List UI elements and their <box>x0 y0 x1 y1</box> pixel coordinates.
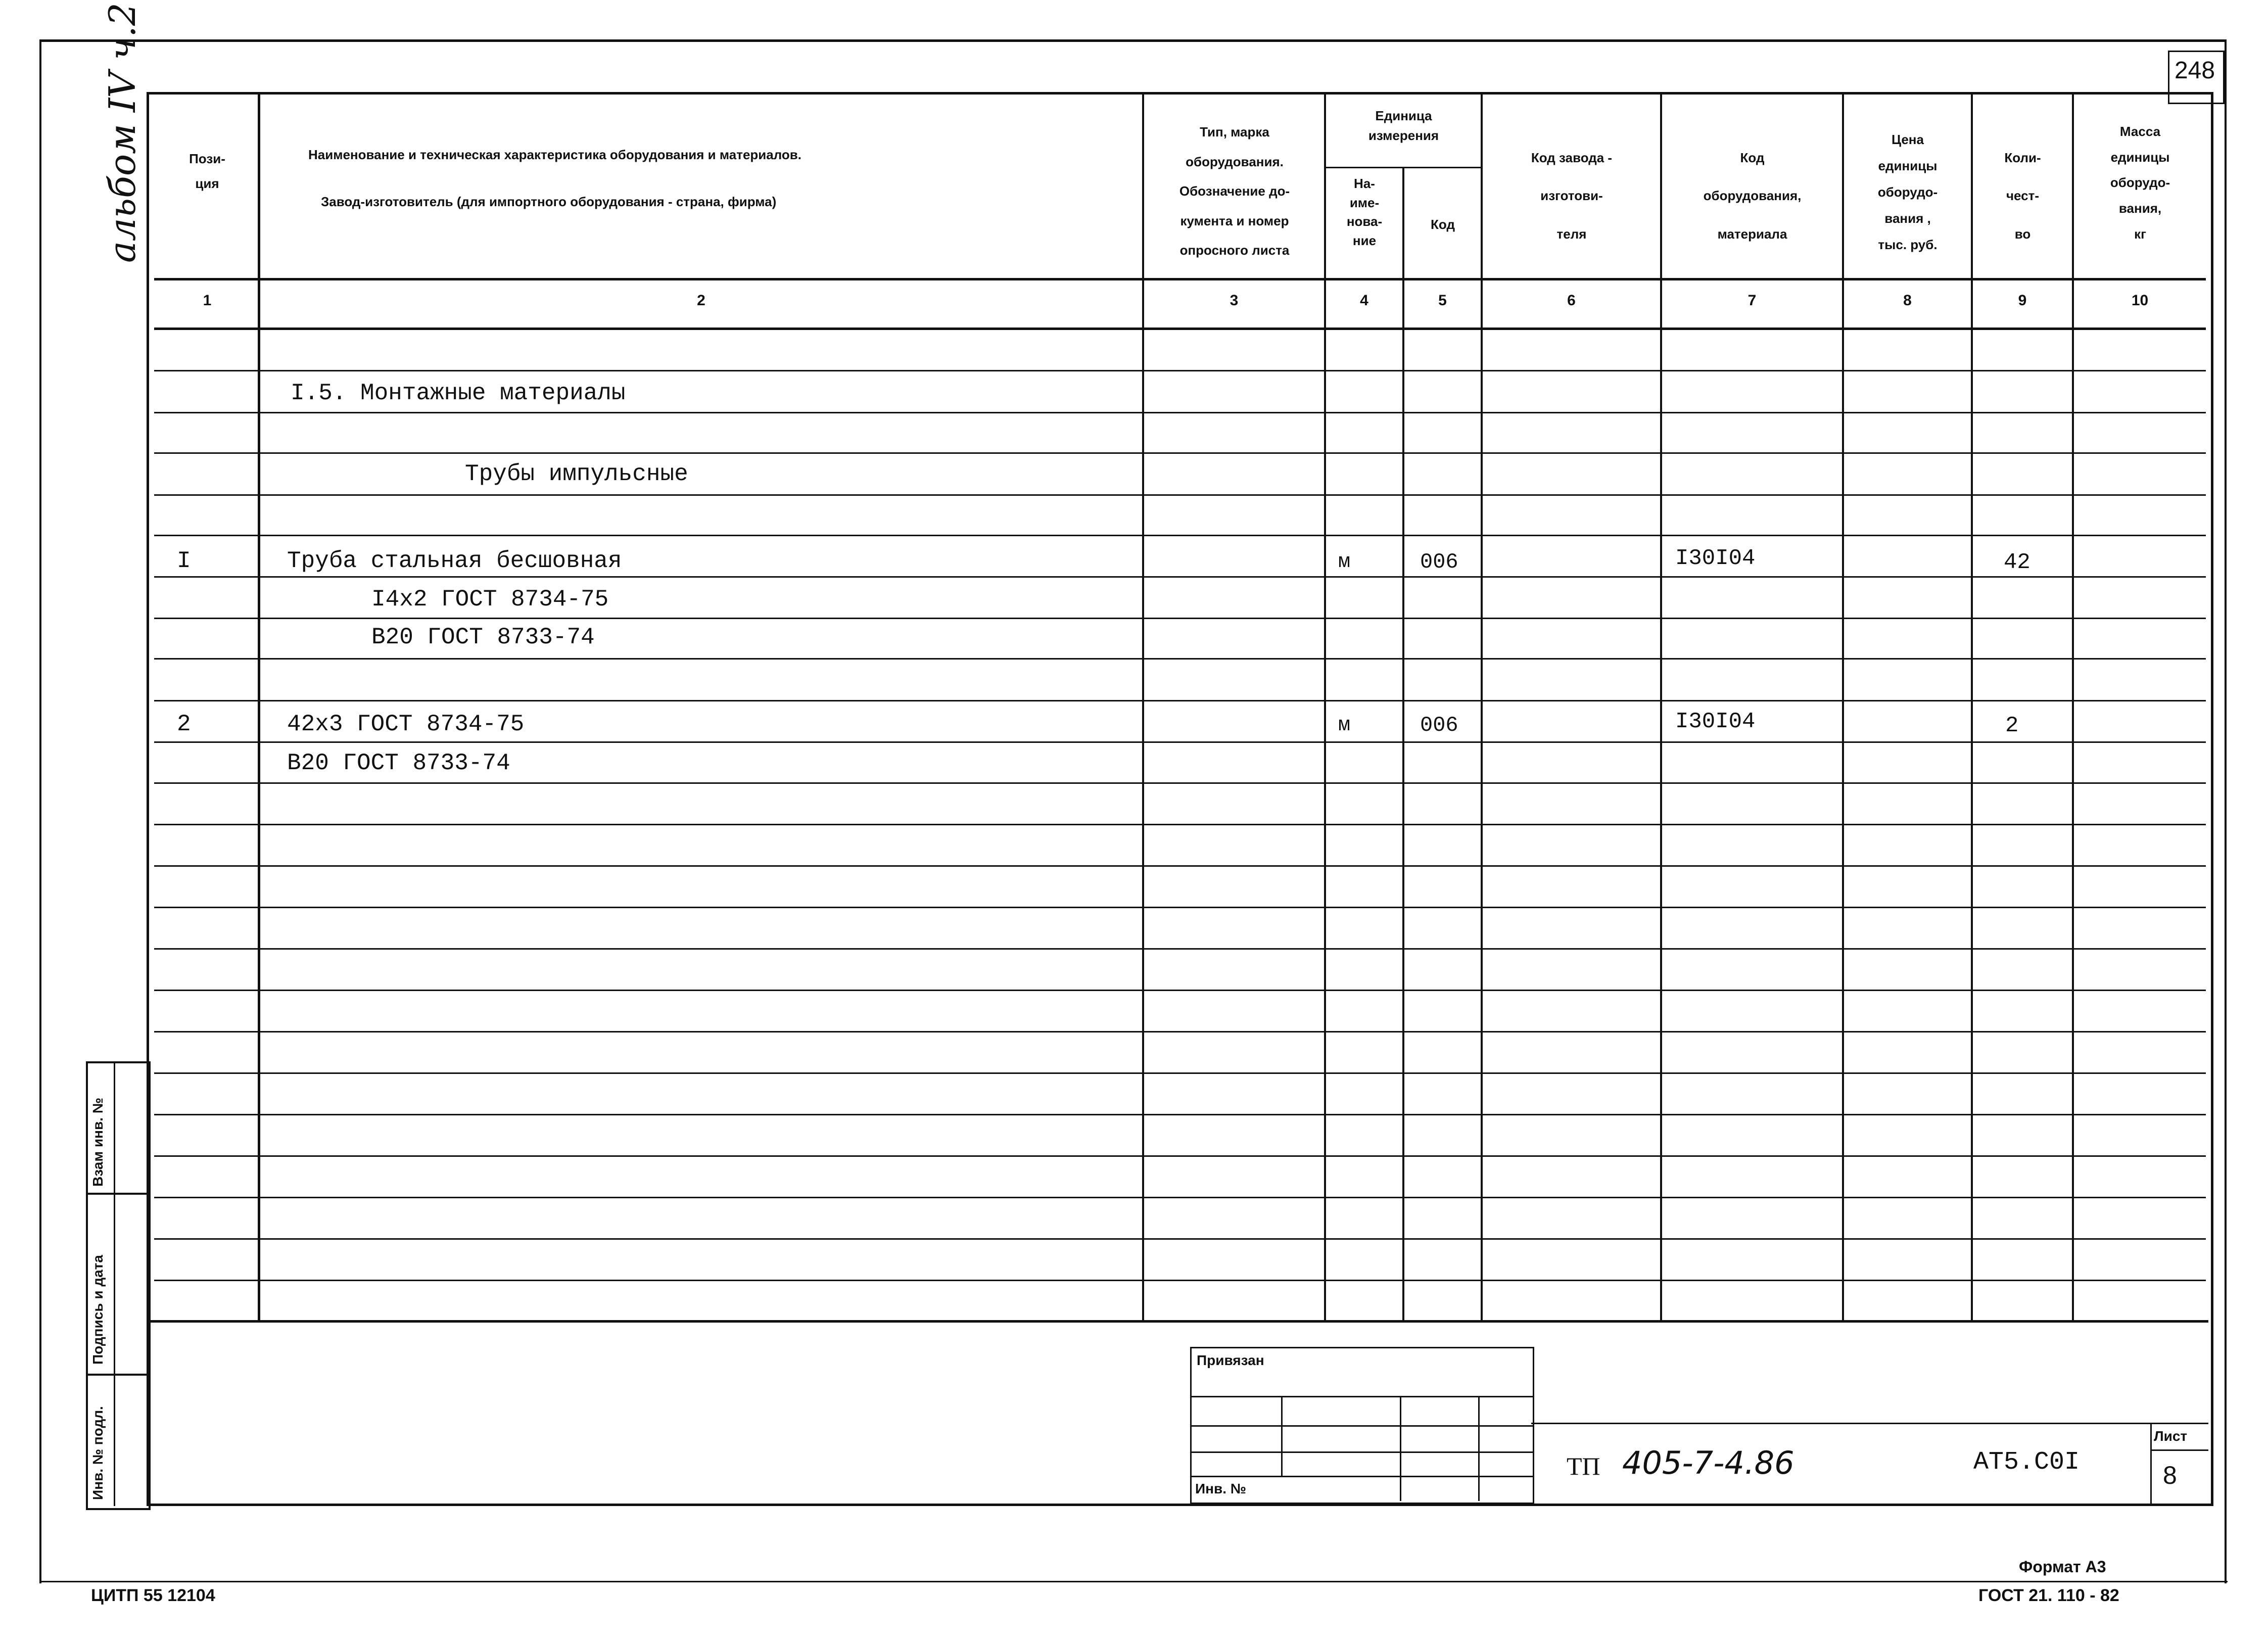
column-number: 8 <box>1903 292 1912 309</box>
document-code: АТ5.С0I <box>1973 1448 2080 1477</box>
header-quantity: Коли- чест- во <box>2004 150 2041 242</box>
row-material-code: I30I04 <box>1675 546 1756 571</box>
row-name: 42x3 ГОСТ 8734-75 <box>287 711 525 737</box>
header-unit-name: На- име- нова- ние <box>1346 176 1383 249</box>
row-name: B20 ГОСТ 8733-74 <box>287 750 510 776</box>
column-number: 6 <box>1567 292 1576 309</box>
project-number: 405-7-4.86 <box>1622 1444 1794 1481</box>
row-name: I4x2 ГОСТ 8734-75 <box>371 586 609 613</box>
row-unit-code: 006 <box>1420 713 1458 737</box>
row-unit: м <box>1338 714 1351 737</box>
row-name: Труба стальная бесшовная <box>287 548 622 574</box>
header-factory-code: Код завода - изготови- теля <box>1531 150 1613 242</box>
binding-label: Привязан <box>1197 1352 1264 1368</box>
row-quantity: 42 <box>2004 550 2030 575</box>
header-material-code: Код оборудования, материала <box>1703 150 1802 242</box>
column-number: 7 <box>1747 292 1757 309</box>
margin-note: альбом IV ч.2 <box>101 3 144 263</box>
row-name: Трубы импульсные <box>465 461 688 487</box>
row-position: 2 <box>177 711 191 737</box>
sheet-number: 8 <box>2163 1461 2177 1489</box>
outer-frame-bottom <box>39 1581 2228 1582</box>
header-price: Цена единицы оборудо- вания , тыс. руб. <box>1877 132 1938 252</box>
header-unit-group: Единица измерения <box>1368 108 1439 143</box>
row-unit: м <box>1338 551 1351 574</box>
row-unit-code: 006 <box>1420 550 1458 574</box>
column-number: 4 <box>1360 292 1368 309</box>
side-stamp-replace-inv: Взам инв. № <box>90 1098 106 1187</box>
header-position: Пози- ция <box>189 151 225 192</box>
side-stamp-signature-date: Подпись и дата <box>90 1255 106 1365</box>
row-position: I <box>177 548 191 574</box>
column-number: 3 <box>1230 292 1239 309</box>
header-unit-code: Код <box>1431 217 1455 232</box>
column-number: 10 <box>2131 292 2149 309</box>
footer-gost: ГОСТ 21. 110 - 82 <box>1978 1586 2119 1605</box>
footer-format: Формат А3 <box>2019 1558 2106 1576</box>
row-material-code: I30I04 <box>1675 709 1756 734</box>
column-number: 5 <box>1438 292 1447 309</box>
row-quantity: 2 <box>2005 713 2019 738</box>
header-name-line2: Завод-изготовитель (для импортного оборудования - страна, фирма) <box>321 194 777 209</box>
inventory-number-label: Инв. № <box>1195 1481 1247 1496</box>
row-name: I.5. Монтажные материалы <box>291 380 626 406</box>
sheet-label: Лист <box>2154 1428 2188 1444</box>
header-type: Тип, марка оборудования. Обозначение до- кумента и номер опросного листа <box>1179 124 1290 258</box>
side-stamp-inv-orig: Инв. № подл. <box>90 1406 106 1500</box>
header-mass: Масса единицы оборудо- вания, кг <box>2110 124 2170 242</box>
column-number: 9 <box>2018 292 2027 309</box>
column-number: 2 <box>697 292 705 309</box>
tp-label: ТП <box>1567 1452 1600 1480</box>
row-name: B20 ГОСТ 8733-74 <box>371 624 595 650</box>
header-name-line1: Наименование и техническая характеристика оборудования и материалов. <box>308 147 802 162</box>
footer-code: ЦИТП 55 12104 <box>91 1586 215 1605</box>
page-number: 248 <box>2174 57 2215 84</box>
column-number: 1 <box>203 292 212 309</box>
